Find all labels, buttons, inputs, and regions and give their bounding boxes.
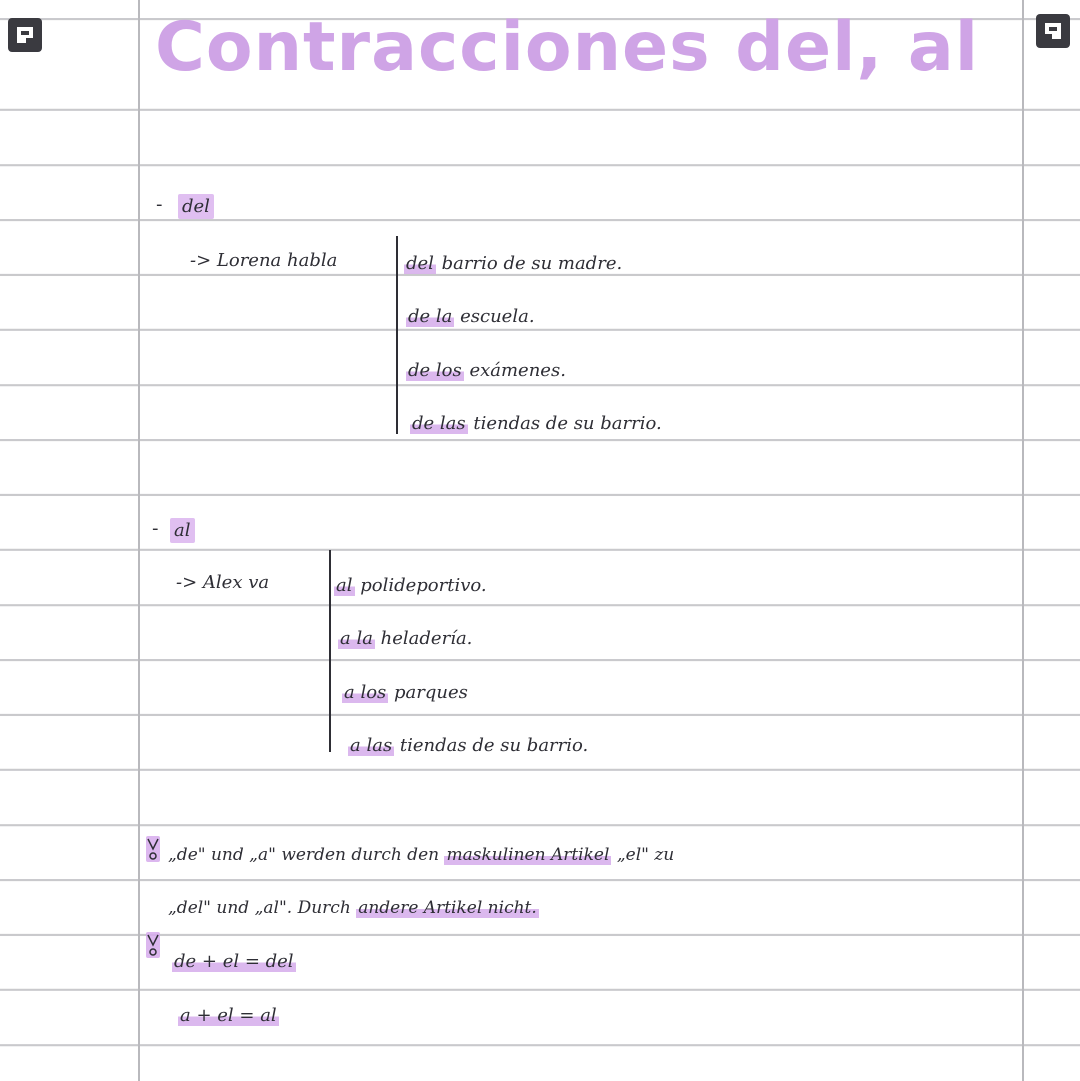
note-text: „del" und „al". Durch — [168, 898, 357, 918]
formula-al — [178, 1007, 279, 1025]
subject-text: Alex va — [202, 572, 270, 593]
del-line-4 — [410, 415, 662, 433]
line-text: tiendas de su barrio. — [394, 735, 589, 756]
highlight: del — [406, 253, 434, 274]
section-heading-del — [178, 198, 214, 216]
note-line-1 — [168, 847, 674, 864]
bracket-line — [396, 236, 398, 434]
al-line-2 — [338, 630, 472, 648]
note-line-2 — [168, 900, 539, 917]
highlight: a la — [340, 628, 373, 649]
arrow-icon: -> — [176, 572, 198, 593]
al-line-1 — [334, 577, 487, 595]
left-margin-line — [138, 0, 140, 1081]
heading-text: del — [178, 194, 214, 219]
subject-text: Lorena habla — [216, 250, 338, 271]
del-line-2 — [406, 308, 535, 326]
highlight: de los — [408, 360, 462, 381]
line-text: escuela. — [454, 306, 535, 327]
page-title: Contracciones del, al — [155, 8, 980, 87]
right-margin-line — [1022, 0, 1024, 1081]
example-al-subject — [176, 574, 269, 592]
al-line-3 — [342, 684, 468, 702]
del-line-3 — [406, 362, 566, 380]
highlight: al — [336, 575, 353, 596]
highlight: a los — [344, 682, 387, 703]
formula-text: a + el = al — [180, 1005, 277, 1026]
formula-text: de + el = del — [174, 951, 294, 972]
line-text: parques — [388, 682, 468, 703]
highlight: de las — [412, 413, 466, 434]
example-del-subject — [190, 252, 337, 270]
lightbulb-icon — [146, 836, 160, 862]
highlight: de la — [408, 306, 453, 327]
heading-text: al — [170, 518, 195, 543]
corner-logo-icon — [8, 18, 42, 52]
bullet-dash: - — [156, 194, 163, 215]
highlight: andere Artikel nicht. — [358, 898, 537, 918]
highlight: maskulinen Artikel — [446, 845, 610, 865]
al-line-4 — [348, 737, 588, 755]
corner-logo-icon — [1036, 14, 1070, 48]
del-line-1 — [404, 255, 622, 273]
line-text: exámenes. — [463, 360, 566, 381]
section-heading-al — [170, 522, 195, 540]
bracket-line — [329, 550, 331, 752]
bullet-dash: - — [152, 518, 159, 539]
lightbulb-icon — [146, 932, 160, 958]
arrow-icon: -> — [190, 250, 212, 271]
line-text: barrio de su madre. — [435, 253, 623, 274]
note-text: „de" und „a" werden durch den — [168, 845, 445, 865]
highlight: a las — [350, 735, 393, 756]
formula-del — [172, 953, 296, 971]
note-text: „el" zu — [611, 845, 675, 865]
line-text: polideportivo. — [354, 575, 487, 596]
line-text: heladería. — [374, 628, 473, 649]
line-text: tiendas de su barrio. — [467, 413, 662, 434]
